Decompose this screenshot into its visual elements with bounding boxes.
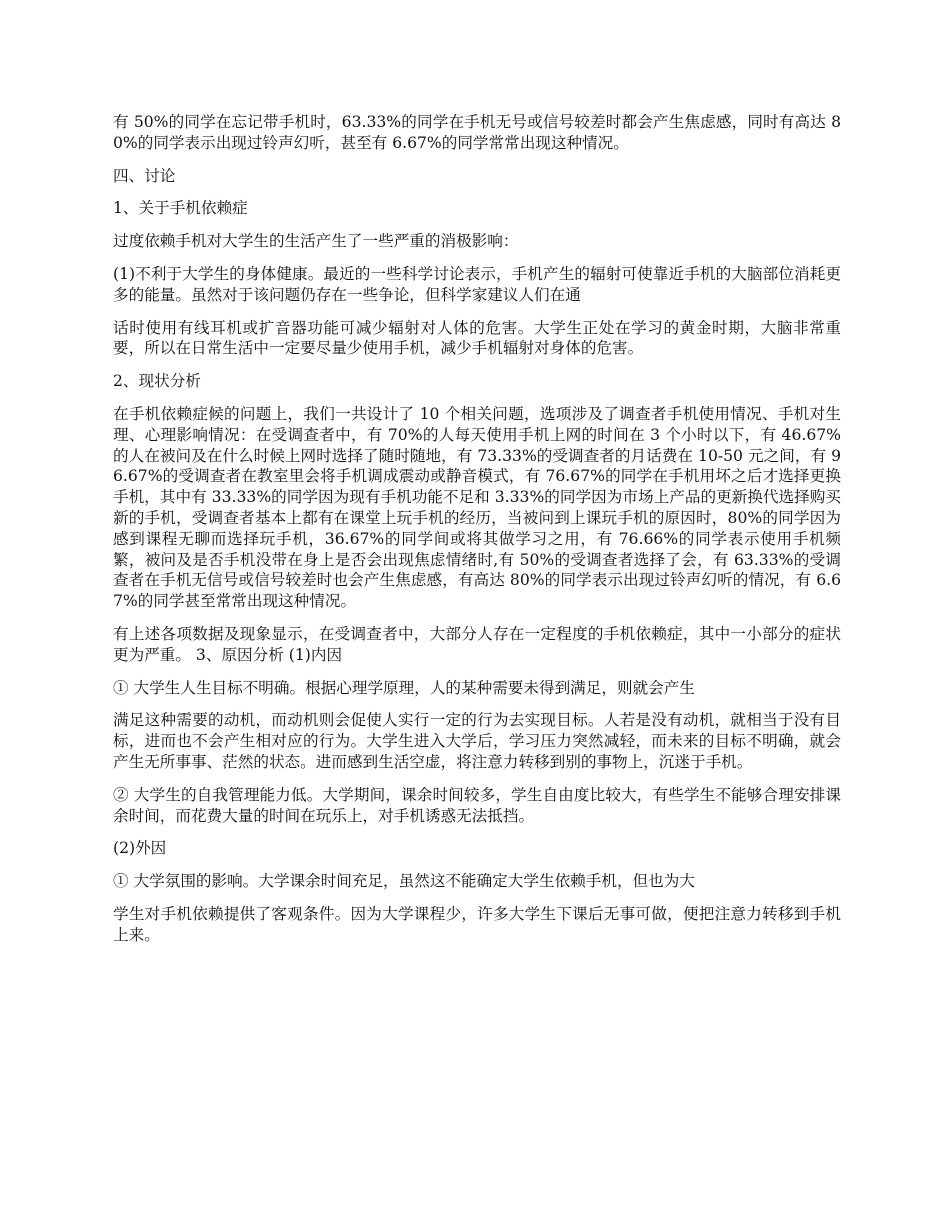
paragraph-survey-results: 在手机依赖症候的问题上，我们一共设计了 10 个相关问题，选项涉及了调查者手机使用情况、手机对生理、心理影响情况：在受调查者中，有 70%的人每天使用手机上网的时间在 3 个小时以下，有 46.67%的人在被问及在什么时候上网时选择了随时随地，有 73.33%的受调查者的月话费在 10-50 元之间，有 96.67%的受调查者在教室里会将手机调成震动或静音模式，有 76.67%的同学在手机用坏之后才选择更换手机，其中有 33.33%的同学因为现有手机功能不足和 3.33%的同学因为市场上产品的更新换代选择购买新的手机，受调查者基本上都有在课堂上玩手机的经历，当被问到上课玩手机的原因时，80%的同学因为感到课程无聊而选择玩手机，36.67%的同学间或将其做学习之用，有 76.66%的同学表示使用手机频繁，被问及是否手机没带在身上是否会出现焦虑情绪时,有 50%的受调查者选择了会，有 63.33%的受调查者在手机无信号或信号较差时也会产生焦虑感，有高达 80%的同学表示出现过铃声幻听的情况，有 6.67%的同学甚至常常出现这种情况。 <box>113 404 841 611</box>
subheading-phone-dependency: 1、关于手机依赖症 <box>113 199 248 218</box>
paragraph-conclusion-cause-intro: 有上述各项数据及现象显示，在受调查者中，大部分人存在一定程度的手机依赖症，其中一小部分的症状更为严重。 3、原因分析 (1)内因 <box>113 624 841 664</box>
paragraph-negative-effects-intro: 过度依赖手机对大学生的生活产生了一些严重的消极影响： <box>113 232 519 251</box>
subheading-status-analysis: 2、现状分析 <box>113 372 201 391</box>
subheading-external-cause: (2)外因 <box>113 839 167 858</box>
document-body <box>113 112 841 958</box>
paragraph-external-cause-1: ① 大学氛围的影响。大学课余时间充足，虽然这不能确定大学生依赖手机，但也为大 <box>113 872 695 891</box>
section-heading-discussion: 四、讨论 <box>113 166 176 185</box>
paragraph-external-cause-1-continued: 学生对手机依赖提供了客观条件。因为大学课程少，许多大学生下课后无事可做，便把注意力转移到手机上来。 <box>113 904 841 944</box>
paragraph-survey-anxiety: 有 50%的同学在忘记带手机时，63.33%的同学在手机无号或信号较差时都会产生焦虑感，同时有高达 80%的同学表示出现过铃声幻听，甚至有 6.67%的同学常常出现这种情况。 <box>113 113 841 152</box>
paragraph-health-effects-continued: 话时使用有线耳机或扩音器功能可减少辐射对人体的危害。大学生正处在学习的黄金时期，大脑非常重要，所以在日常生活中一定要尽量少使用手机，减少手机辐射对身体的危害。 <box>113 318 841 358</box>
paragraph-internal-cause-1: ① 大学生人生目标不明确。根据心理学原理，人的某种需要未得到满足，则就会产生 <box>113 678 695 697</box>
paragraph-internal-cause-2: ② 大学生的自我管理能力低。大学期间，课余时间较多，学生自由度比较大，有些学生不能够合理安排课余时间，而花费大量的时间在玩乐上，对手机诱惑无法抵挡。 <box>113 785 841 825</box>
paragraph-health-effects: (1)不利于大学生的身体健康。最近的一些科学讨论表示，手机产生的辐射可使靠近手机的大脑部位消耗更多的能量。虽然对于该问题仍存在一些争论，但科学家建议人们在通 <box>113 264 841 304</box>
paragraph-internal-cause-1-continued: 满足这种需要的动机，而动机则会促使人实行一定的行为去实现目标。人若是没有动机，就相当于没有目标，进而也不会产生相对应的行为。大学生进入大学后，学习压力突然减轻，而未来的目标不明确，就会产生无所事事、茫然的状态。进而感到生活空虚，将注意力转移到别的事物上，沉迷于手机。 <box>113 711 841 771</box>
